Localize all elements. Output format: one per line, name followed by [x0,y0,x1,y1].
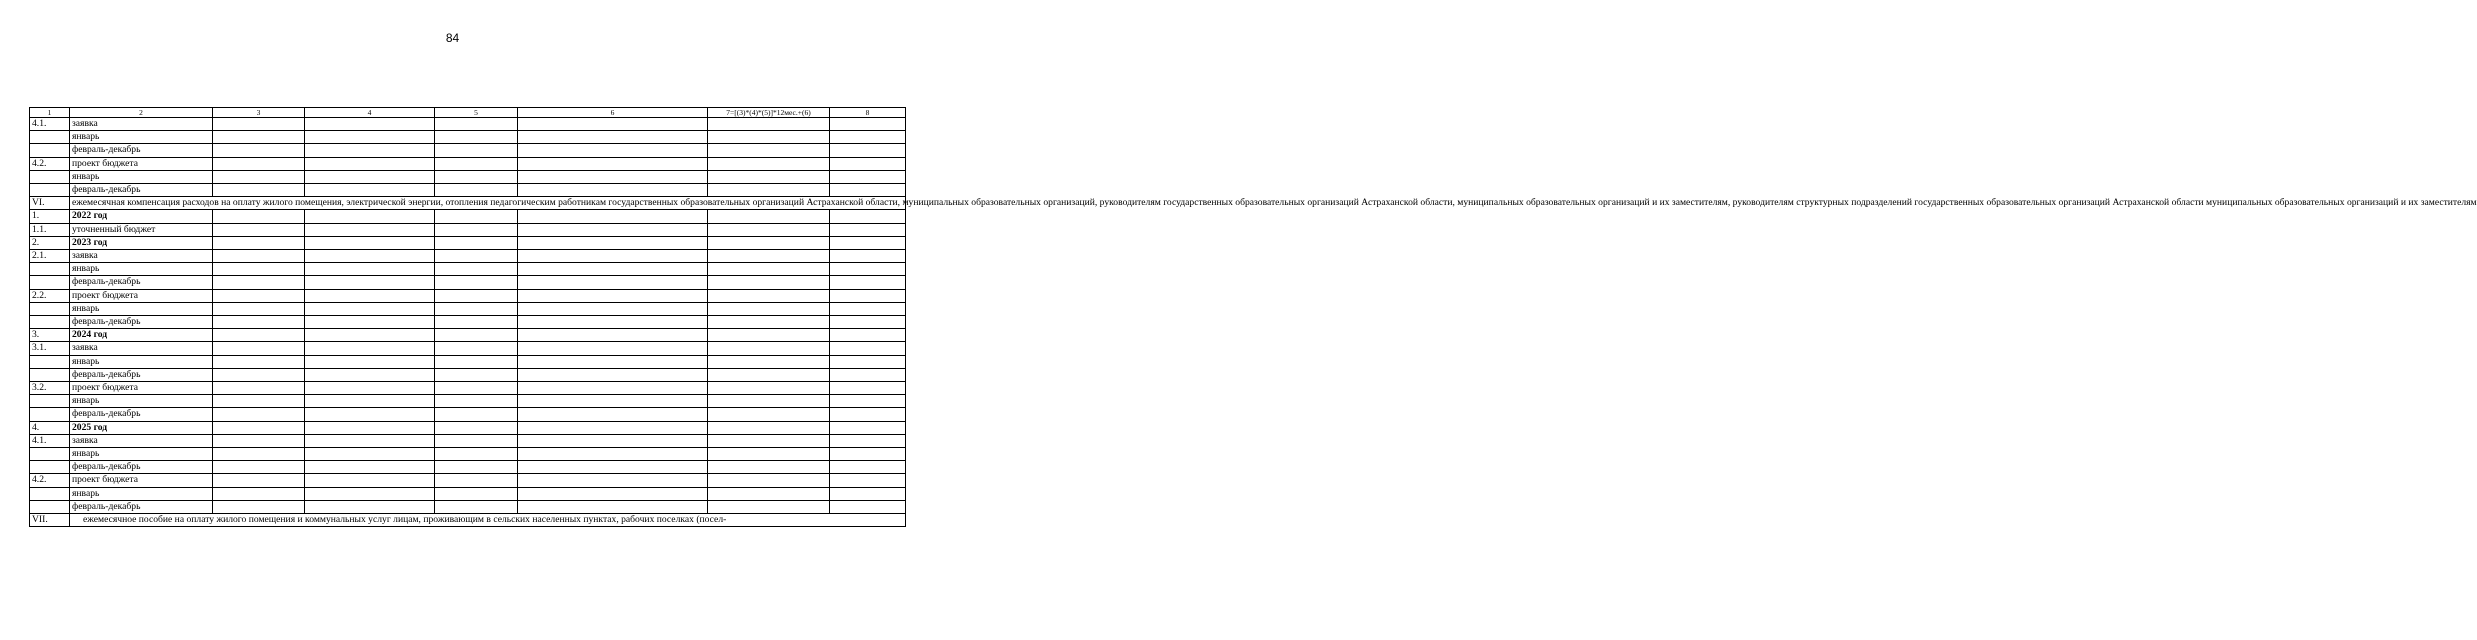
value-cell [435,461,518,474]
value-cell [305,408,435,421]
value-cell [518,223,708,236]
row-number [30,316,70,329]
value-cell [213,184,305,197]
row-label: февраль-декабрь [70,500,213,513]
row-label: январь [70,170,213,183]
table-row [30,316,906,329]
value-cell [435,131,518,144]
value-cell [708,223,830,236]
value-cell [435,355,518,368]
row-number [30,461,70,474]
column-header: 3 [213,108,305,118]
table-row [30,157,906,170]
row-label: январь [70,302,213,315]
value-cell [305,448,435,461]
value-cell [305,487,435,500]
value-cell [305,434,435,447]
column-header: 1 [30,108,70,118]
value-cell [305,368,435,381]
value-cell [830,118,906,131]
table-row [30,368,906,381]
value-cell [708,421,830,434]
row-number: VII. [30,514,70,527]
value-cell [518,316,708,329]
value-cell [213,461,305,474]
row-number [30,408,70,421]
row-label: уточненный бюджет [70,223,213,236]
value-cell [708,144,830,157]
value-cell [830,329,906,342]
row-number: 4.1. [30,118,70,131]
value-cell [213,250,305,263]
value-cell [708,342,830,355]
table-row [30,263,906,276]
value-cell [830,236,906,249]
value-cell [830,421,906,434]
table-row [30,170,906,183]
value-cell [305,250,435,263]
value-cell [305,289,435,302]
table-row [30,487,906,500]
row-label: 2024 год [70,329,213,342]
value-cell [435,263,518,276]
value-cell [518,329,708,342]
table-row [30,434,906,447]
value-cell [830,448,906,461]
row-label: заявка [70,250,213,263]
row-label: проект бюджета [70,157,213,170]
row-number [30,448,70,461]
value-cell [213,487,305,500]
value-cell [213,223,305,236]
value-cell [305,500,435,513]
value-cell [518,474,708,487]
table-row [30,395,906,408]
column-header: 5 [435,108,518,118]
table-row [30,131,906,144]
value-cell [830,276,906,289]
section-title: ежемесячное пособие на оплату жилого помещения и коммунальных услуг лицам, проживающим в сельских населенных пунктах, рабочих поселках (посел- [70,514,906,527]
value-cell [708,170,830,183]
row-number [30,276,70,289]
value-cell [305,144,435,157]
value-cell [830,395,906,408]
value-cell [435,448,518,461]
row-number: 3.1. [30,342,70,355]
value-cell [305,316,435,329]
section-row [30,197,906,210]
value-cell [830,487,906,500]
value-cell [518,170,708,183]
value-cell [435,316,518,329]
value-cell [708,474,830,487]
column-header: 7=[(3)*(4)*(5)]*12мес.+(6) [708,108,830,118]
value-cell [213,474,305,487]
row-label: проект бюджета [70,382,213,395]
column-header: 2 [70,108,213,118]
row-label: январь [70,263,213,276]
value-cell [708,118,830,131]
value-cell [305,342,435,355]
value-cell [708,316,830,329]
value-cell [518,434,708,447]
budget-table [29,107,2477,527]
value-cell [518,263,708,276]
value-cell [708,184,830,197]
value-cell [708,289,830,302]
value-cell [830,184,906,197]
value-cell [213,236,305,249]
value-cell [708,355,830,368]
column-number-header-row [30,108,906,118]
row-number: 4. [30,421,70,434]
value-cell [213,289,305,302]
table-row [30,276,906,289]
row-label: февраль-декабрь [70,276,213,289]
value-cell [435,157,518,170]
value-cell [708,131,830,144]
value-cell [830,144,906,157]
value-cell [305,302,435,315]
table-row [30,342,906,355]
row-label: январь [70,395,213,408]
value-cell [830,316,906,329]
table-row [30,382,906,395]
value-cell [708,236,830,249]
value-cell [830,263,906,276]
value-cell [213,131,305,144]
value-cell [830,250,906,263]
value-cell [708,157,830,170]
value-cell [518,461,708,474]
row-label: заявка [70,118,213,131]
value-cell [213,210,305,223]
table-row [30,500,906,513]
value-cell [830,157,906,170]
value-cell [708,382,830,395]
value-cell [518,250,708,263]
value-cell [305,236,435,249]
value-cell [435,118,518,131]
value-cell [830,131,906,144]
value-cell [435,210,518,223]
value-cell [708,250,830,263]
table-row [30,408,906,421]
row-label: проект бюджета [70,289,213,302]
row-label: январь [70,487,213,500]
value-cell [518,382,708,395]
value-cell [830,474,906,487]
value-cell [435,184,518,197]
value-cell [518,421,708,434]
row-number [30,131,70,144]
value-cell [708,500,830,513]
row-number: VI. [30,197,70,210]
row-label: январь [70,448,213,461]
value-cell [708,276,830,289]
table-row [30,236,906,249]
value-cell [213,276,305,289]
value-cell [830,223,906,236]
section-row [30,514,906,527]
value-cell [518,368,708,381]
value-cell [213,157,305,170]
row-number [30,263,70,276]
value-cell [435,395,518,408]
value-cell [435,408,518,421]
table-row [30,289,906,302]
value-cell [305,382,435,395]
row-label: январь [70,131,213,144]
value-cell [213,263,305,276]
row-label: февраль-декабрь [70,316,213,329]
page-number: 84 [445,31,460,45]
value-cell [708,210,830,223]
value-cell [435,342,518,355]
value-cell [213,382,305,395]
column-header: 8 [830,108,906,118]
table-row [30,461,906,474]
row-number [30,170,70,183]
row-number [30,500,70,513]
column-header: 6 [518,108,708,118]
value-cell [305,355,435,368]
row-number [30,395,70,408]
table-row [30,144,906,157]
value-cell [708,395,830,408]
row-label: февраль-декабрь [70,461,213,474]
row-number: 3. [30,329,70,342]
row-label: проект бюджета [70,474,213,487]
value-cell [435,421,518,434]
table-row [30,474,906,487]
value-cell [830,434,906,447]
value-cell [305,210,435,223]
row-number: 3.2. [30,382,70,395]
value-cell [518,487,708,500]
table-row [30,118,906,131]
row-number: 2.1. [30,250,70,263]
value-cell [518,236,708,249]
row-number: 1.1. [30,223,70,236]
row-label: февраль-декабрь [70,408,213,421]
value-cell [213,500,305,513]
value-cell [830,342,906,355]
value-cell [518,184,708,197]
value-cell [830,500,906,513]
value-cell [305,263,435,276]
value-cell [305,118,435,131]
value-cell [435,500,518,513]
row-label: февраль-декабрь [70,144,213,157]
row-number: 4.2. [30,474,70,487]
row-label: январь [70,355,213,368]
row-number [30,144,70,157]
value-cell [435,329,518,342]
value-cell [518,210,708,223]
value-cell [830,170,906,183]
value-cell [518,448,708,461]
value-cell [435,382,518,395]
value-cell [213,144,305,157]
section-title: ежемесячная компенсация расходов на оплату жилого помещения, электрической энергии, отопления педагогическим работникам государственных образовательных организаций Астраханской области, муниципальных образовательных организаций, руководителям государственных образовательных организаций Астраханской области, муниципальных образовательных организаций и их заместителям, руководителям структурных подразделений государственных образовательных организаций Астраханской области муниципальных образовательных организаций и их заместителям [70,197,906,210]
value-cell [708,461,830,474]
value-cell [213,408,305,421]
value-cell [518,157,708,170]
value-cell [435,276,518,289]
row-label: февраль-декабрь [70,368,213,381]
row-number: 1. [30,210,70,223]
value-cell [213,170,305,183]
table-row [30,223,906,236]
value-cell [518,118,708,131]
value-cell [708,368,830,381]
row-number [30,302,70,315]
row-number: 2.2. [30,289,70,302]
value-cell [518,408,708,421]
table-row [30,329,906,342]
value-cell [708,263,830,276]
value-cell [435,487,518,500]
value-cell [435,302,518,315]
value-cell [435,144,518,157]
value-cell [518,131,708,144]
value-cell [305,131,435,144]
value-cell [708,302,830,315]
value-cell [213,118,305,131]
value-cell [305,184,435,197]
value-cell [305,474,435,487]
table-row [30,184,906,197]
value-cell [518,395,708,408]
value-cell [518,342,708,355]
row-number: 4.2. [30,157,70,170]
value-cell [830,382,906,395]
value-cell [435,170,518,183]
value-cell [518,355,708,368]
value-cell [518,289,708,302]
value-cell [830,289,906,302]
row-number [30,355,70,368]
value-cell [305,421,435,434]
table-row [30,250,906,263]
value-cell [435,289,518,302]
value-cell [830,355,906,368]
value-cell [305,461,435,474]
table-row [30,210,906,223]
value-cell [213,368,305,381]
value-cell [305,223,435,236]
value-cell [708,448,830,461]
row-number [30,184,70,197]
value-cell [518,302,708,315]
table-row [30,355,906,368]
value-cell [830,368,906,381]
row-label: заявка [70,342,213,355]
row-number [30,487,70,500]
value-cell [518,144,708,157]
value-cell [708,408,830,421]
value-cell [708,329,830,342]
row-number: 4.1. [30,434,70,447]
value-cell [213,302,305,315]
value-cell [435,236,518,249]
row-label: заявка [70,434,213,447]
column-header: 4 [305,108,435,118]
value-cell [213,448,305,461]
value-cell [305,170,435,183]
row-label: 2023 год [70,236,213,249]
table-body [30,108,2477,527]
value-cell [830,210,906,223]
value-cell [435,368,518,381]
value-cell [435,223,518,236]
row-number: 2. [30,236,70,249]
value-cell [213,316,305,329]
value-cell [305,157,435,170]
value-cell [708,487,830,500]
value-cell [305,395,435,408]
table-row [30,302,906,315]
table-row [30,448,906,461]
value-cell [213,434,305,447]
value-cell [830,302,906,315]
value-cell [518,500,708,513]
value-cell [435,474,518,487]
value-cell [518,276,708,289]
value-cell [830,461,906,474]
table-row [30,421,906,434]
value-cell [213,355,305,368]
value-cell [213,421,305,434]
value-cell [213,329,305,342]
value-cell [435,250,518,263]
value-cell [305,276,435,289]
row-label: 2022 год [70,210,213,223]
value-cell [213,342,305,355]
value-cell [830,408,906,421]
value-cell [213,395,305,408]
row-label: 2025 год [70,421,213,434]
value-cell [305,329,435,342]
value-cell [435,434,518,447]
row-label: февраль-декабрь [70,184,213,197]
value-cell [708,434,830,447]
row-number [30,368,70,381]
